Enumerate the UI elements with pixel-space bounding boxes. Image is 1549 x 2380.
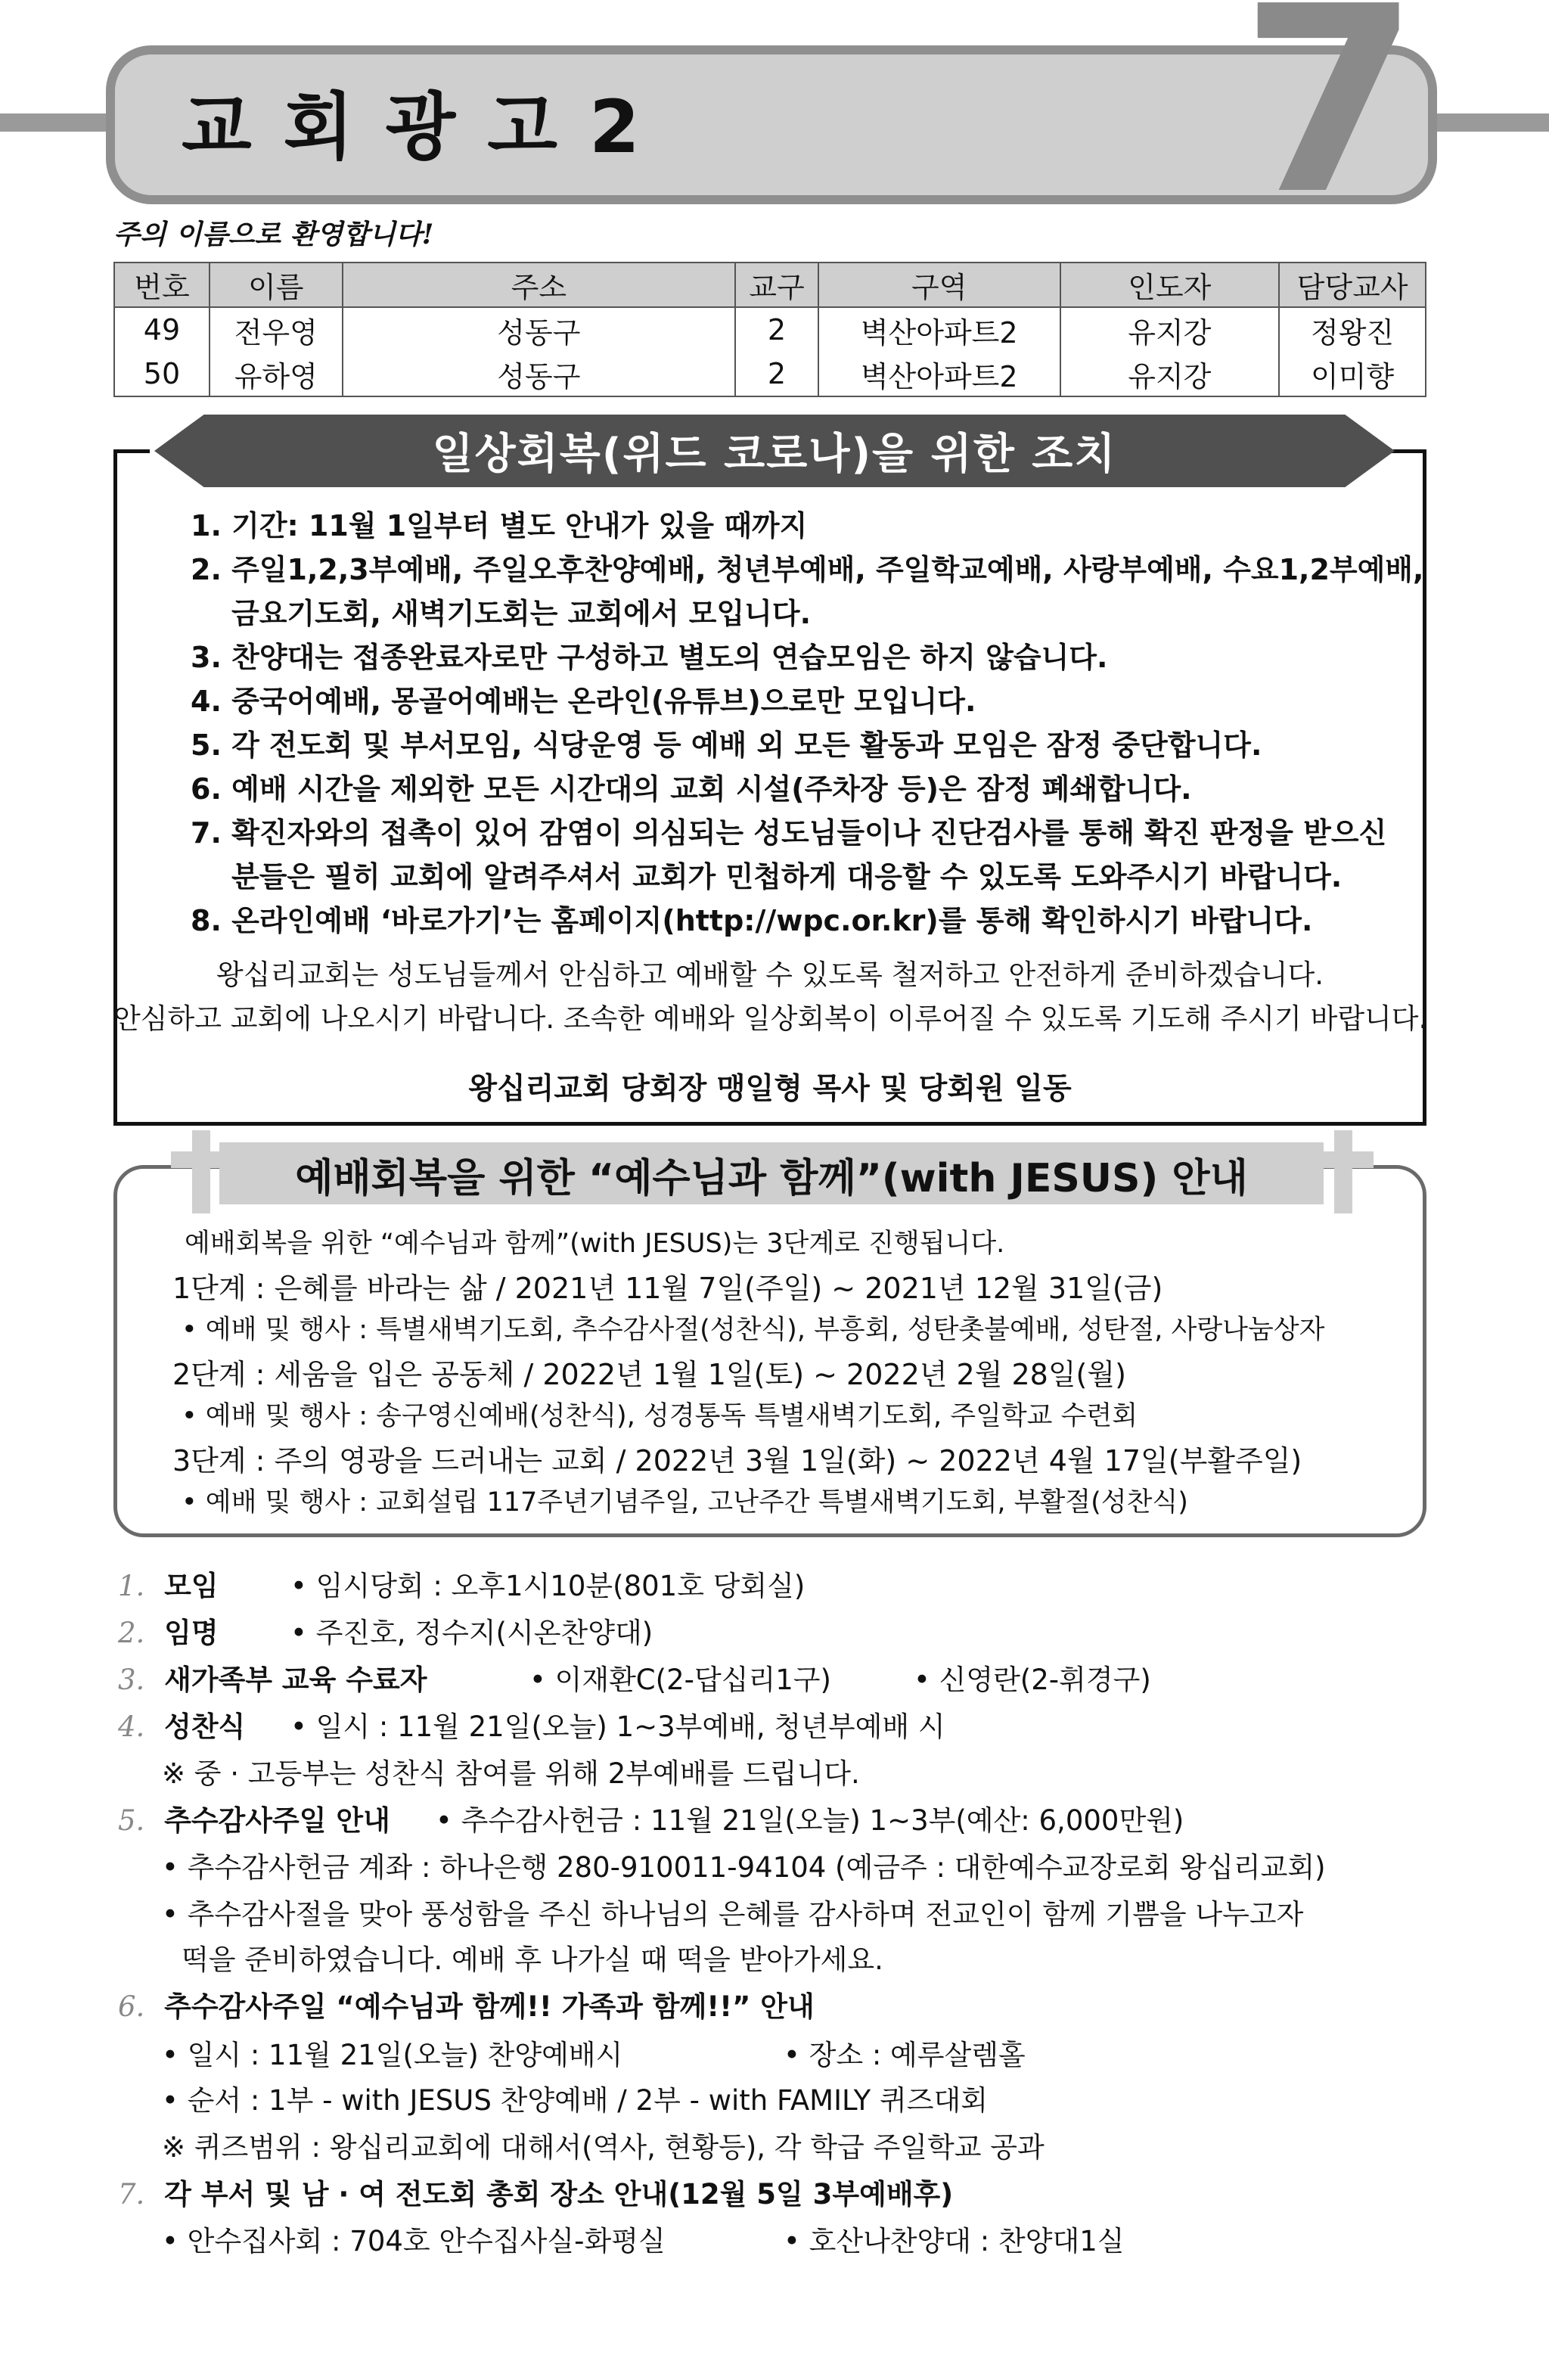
measure-item: 7. 확진자와의 접촉이 있어 감염이 의심되는 성도님들이나 진단검사를 통해 확진 판정을 받으신 <box>191 816 1387 850</box>
table-cell: 벽산아파트2 <box>818 352 1060 396</box>
notice-number: 3. <box>118 1664 145 1696</box>
notice-number: 1. <box>118 1570 145 1602</box>
table-cell: 유하영 <box>210 352 343 396</box>
welcome-text: 주의 이름으로 환영합니다! <box>113 219 434 250</box>
notice-title: 모임 <box>164 1570 219 1602</box>
table-row <box>114 307 1426 352</box>
table-cell: 50 <box>114 352 210 396</box>
measure-item: 4. 중국어예배, 몽골어예배는 온라인(유튜브)으로만 모입니다. <box>191 685 976 718</box>
table-cell: 유지강 <box>1060 307 1280 352</box>
notice-title: 각 부서 및 남 · 여 전도회 총회 장소 안내(12월 5일 3부예배후) <box>164 2178 954 2211</box>
table-cell: 정왕진 <box>1279 307 1426 352</box>
measure-item: 금요기도회, 새벽기도회는 교회에서 모입니다. <box>231 597 812 630</box>
notice-title: 새가족부 교육 수료자 <box>164 1664 427 1696</box>
measure-item: 1. 기간: 11월 1일부터 별도 안내가 있을 때까지 <box>191 509 808 542</box>
notice-item-3 <box>118 1657 427 1698</box>
notice-title: 추수감사주일 “예수님과 함께!! 가족과 함께!!” 안내 <box>164 1990 815 2023</box>
notice-detail: • 신영란(2-휘경구) <box>914 1664 1151 1696</box>
measures-title: 일상회복(위드 코로나)을 위한 조치 <box>432 430 1117 479</box>
notice-sub: • 추수감사절을 맞아 풍성함을 주신 하나님의 은혜를 감사하며 전교인이 함께 기쁨을 나누고자 <box>162 1898 1304 1931</box>
notice-item-6 <box>118 1984 815 2024</box>
col-header: 구역 <box>818 263 1060 307</box>
col-header: 교구 <box>735 263 818 307</box>
measure-item: 3. 찬양대는 접종완료자로만 구성하고 별도의 연습모임은 하지 않습니다. <box>191 641 1108 674</box>
table-cell: 벽산아파트2 <box>818 307 1060 352</box>
box-corner <box>1390 449 1426 453</box>
notice-detail: • 이재환C(2-답십리1구) <box>529 1664 831 1696</box>
table-cell: 성동구 <box>343 352 735 396</box>
notice-item-4 <box>118 1704 245 1745</box>
table-cell: 49 <box>114 307 210 352</box>
notice-title: 임명 <box>164 1617 219 1649</box>
with-jesus-title: 예배회복을 위한 “예수님과 함께”(with JESUS) 안내 <box>295 1156 1248 1201</box>
notice-item-5 <box>118 1797 390 1838</box>
col-header: 번호 <box>114 263 210 307</box>
stage-1: 1단계 : 은혜를 바라는 삶 / 2021년 11월 7일(주일) ~ 2021년 12월 31일(금) <box>172 1272 1163 1305</box>
table-cell: 2 <box>735 307 818 352</box>
notice-number: 4. <box>118 1710 145 1743</box>
measures-note: 안심하고 교회에 나오시기 바랍니다. 조속한 예배와 일상회복이 이루어질 수 있도록 기도해 주시기 바랍니다. <box>113 1002 1428 1035</box>
notice-sub: • 안수집사회 : 704호 안수집사실-화평실 <box>162 2225 666 2257</box>
notice-sub: ※ 퀴즈범위 : 왕십리교회에 대해서(역사, 현황등), 각 학급 주일학교 공과 <box>162 2131 1045 2164</box>
col-header: 인도자 <box>1060 263 1280 307</box>
measure-item: 2. 주일1,2,3부예배, 주일오후찬양예배, 청년부예배, 주일학교예배, 사랑부예배, 수요1,2부예배, <box>191 553 1424 586</box>
measure-item: 5. 각 전도회 및 부서모임, 식당운영 등 예배 외 모든 활동과 모임은 잠정 중단합니다. <box>191 729 1262 762</box>
notice-sub: • 추수감사헌금 계좌 : 하나은행 280-910011-94104 (예금주 : 대한예수교장로회 왕십리교회) <box>162 1851 1326 1884</box>
col-header: 담당교사 <box>1279 263 1426 307</box>
notice-detail: • 일시 : 11월 21일(오늘) 1~3부예배, 청년부예배 시 <box>290 1710 945 1743</box>
notice-sub: • 순서 : 1부 - with JESUS 찬양예배 / 2부 - with FAMILY 퀴즈대회 <box>162 2084 989 2117</box>
notice-detail: • 주진호, 정수지(시온찬양대) <box>290 1617 653 1649</box>
table-cell: 2 <box>735 352 818 396</box>
notice-detail: • 임시당회 : 오후1시10분(801호 당회실) <box>290 1570 806 1602</box>
measures-note: 왕십리교회는 성도님들께서 안심하고 예배할 수 있도록 철저하고 안전하게 준비하겠습니다. <box>216 959 1324 991</box>
notice-sub: ※ 중 · 고등부는 성찬식 참여를 위해 2부예배를 드립니다. <box>162 1757 860 1790</box>
notice-title: 추수감사주일 안내 <box>164 1804 390 1837</box>
table-row <box>114 352 1426 396</box>
notice-item-7 <box>118 2171 953 2212</box>
measure-item: 6. 예배 시간을 제외한 모든 시간대의 교회 시설(주차장 등)은 잠정 폐쇄합니다. <box>191 772 1192 806</box>
notice-title: 성찬식 <box>164 1710 246 1743</box>
with-jesus-intro: 예배회복을 위한 “예수님과 함께”(with JESUS)는 3단계로 진행됩니다. <box>185 1229 1005 1259</box>
page-title: 교회광고2 <box>182 85 672 169</box>
notice-item-1 <box>118 1563 219 1604</box>
col-header: 주소 <box>343 263 735 307</box>
notice-sub: • 호산나찬양대 : 찬양대1실 <box>784 2225 1125 2257</box>
new-members-table <box>113 262 1426 397</box>
stage-2: 2단계 : 세움을 입은 공동체 / 2022년 1월 1일(토) ~ 2022년 2월 28일(월) <box>172 1358 1126 1391</box>
page-number: 7 <box>1240 0 1420 251</box>
measure-item: 8. 온라인예배 ‘바로가기’는 홈페이지(http://wpc.or.kr)를 통해 확인하시기 바랍니다. <box>191 904 1313 937</box>
notice-item-2 <box>118 1610 219 1651</box>
stage-3-events: • 예배 및 행사 : 교회설립 117주년기념주일, 고난주간 특별새벽기도회, 부활절(성찬식) <box>182 1487 1188 1518</box>
table-cell: 성동구 <box>343 307 735 352</box>
stage-1-events: • 예배 및 행사 : 특별새벽기도회, 추수감사절(성찬식), 부흥회, 성탄촛불예배, 성탄절, 사랑나눔상자 <box>182 1315 1325 1345</box>
notice-number: 5. <box>118 1804 145 1837</box>
table-cell: 전우영 <box>210 307 343 352</box>
col-header: 이름 <box>210 263 343 307</box>
table-header-row <box>114 263 1426 307</box>
notice-number: 6. <box>118 1990 145 2023</box>
box-corner <box>113 449 150 453</box>
measure-item: 분들은 필히 교회에 알려주셔서 교회가 민첩하게 대응할 수 있도록 도와주시기 바랍니다. <box>231 860 1343 893</box>
notice-sub: • 장소 : 예루살렘홀 <box>784 2039 1026 2071</box>
table-cell: 이미향 <box>1279 352 1426 396</box>
table-cell: 유지강 <box>1060 352 1280 396</box>
notice-sub: • 일시 : 11월 21일(오늘) 찬양예배시 <box>162 2039 623 2071</box>
stage-3: 3단계 : 주의 영광을 드러내는 교회 / 2022년 3월 1일(화) ~ 2022년 4월 17일(부활주일) <box>172 1444 1302 1477</box>
measures-signature: 왕십리교회 당회장 맹일형 목사 및 당회원 일동 <box>468 1072 1072 1106</box>
notice-number: 2. <box>118 1617 145 1649</box>
notice-sub: 떡을 준비하였습니다. 예배 후 나가실 때 떡을 받아가세요. <box>182 1943 883 1976</box>
notice-number: 7. <box>118 2178 145 2211</box>
notice-detail: • 추수감사헌금 : 11월 21일(오늘) 1~3부(예산: 6,000만원) <box>436 1804 1184 1837</box>
stage-2-events: • 예배 및 행사 : 송구영신예배(성찬식), 성경통독 특별새벽기도회, 주일학교 수련회 <box>182 1401 1138 1431</box>
